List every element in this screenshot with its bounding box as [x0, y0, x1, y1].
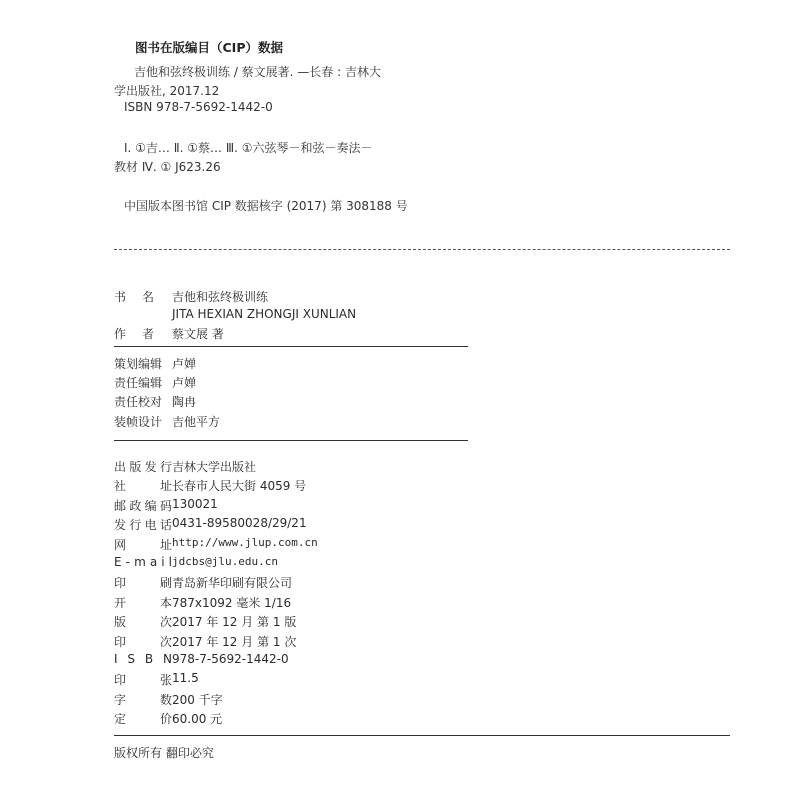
publication-value: 2017 年 12 月 第 1 版 [172, 615, 297, 630]
label-char: 址 [159, 537, 172, 552]
book-pinyin: JITA HEXIAN ZHONGJI XUNLIAN [172, 307, 357, 321]
label-char: 书 [114, 290, 127, 304]
publication-label [114, 594, 172, 611]
label-char: E [114, 555, 122, 569]
publication-value: 200 千字 [172, 692, 223, 707]
cip-line-3: ISBN 978-7-5692-1442-0 [124, 100, 273, 114]
divider-2 [114, 440, 468, 441]
label-char: 出 [114, 460, 127, 474]
editor-value: 陶冉 [172, 395, 197, 409]
publication-label [114, 477, 172, 494]
label-char: a [149, 555, 158, 569]
label-char: 址 [159, 479, 172, 494]
label-char: S [127, 652, 136, 666]
divider-1 [114, 346, 468, 347]
editor-label: 策划编辑 [114, 357, 163, 371]
label-char: 价 [159, 712, 172, 727]
cip-heading: 图书在版编目（CIP）数据 [135, 40, 283, 55]
label-char: 发 [114, 518, 127, 533]
label-char: 版 [114, 615, 127, 630]
label-char: m [134, 555, 146, 569]
publication-value: 60.00 元 [172, 712, 223, 727]
author-value: 蔡文展 著 [172, 327, 224, 341]
label-char: I [114, 652, 118, 666]
publication-label [114, 652, 172, 666]
editor-value: 吉他平方 [172, 415, 221, 429]
publication-label [114, 574, 172, 591]
label-char: 码 [159, 498, 172, 513]
label-char: 邮 [114, 498, 127, 513]
editor-value: 卢婵 [172, 376, 197, 390]
label-char: 行 [159, 460, 172, 474]
publication-value: 青岛新华印刷有限公司 [172, 576, 293, 591]
publication-label [114, 710, 172, 727]
label-char: i [161, 555, 165, 569]
cip-line-1: 吉他和弦终极训练 / 蔡文展著. —长春 : 吉林大 [134, 65, 381, 79]
label-char: 政 [129, 498, 142, 513]
editor-label: 责任校对 [114, 395, 163, 409]
publication-value: 长春市人民大街 4059 号 [172, 479, 307, 494]
label-char: 社 [114, 479, 127, 494]
label-char: 名 [141, 290, 154, 304]
label-char: 次 [159, 615, 172, 630]
label-char: 次 [159, 634, 172, 649]
label-char: 刷 [159, 576, 172, 591]
label-char: 电 [144, 518, 157, 533]
label-char: 定 [114, 712, 127, 727]
dashed-divider [114, 249, 730, 250]
label-char: l [168, 555, 172, 569]
publication-value[interactable]: jdcbs@jlu.edu.cn [172, 555, 278, 568]
book-title-value: 吉他和弦终极训练 [172, 290, 269, 304]
publication-label [114, 613, 172, 630]
label-char: 印 [114, 576, 127, 591]
label-char: 作 [114, 327, 127, 341]
editor-label: 责任编辑 [114, 376, 163, 390]
publication-label [114, 458, 172, 475]
label-char: 字 [114, 692, 127, 707]
label-char: 版 [129, 460, 142, 474]
label-char: 发 [144, 460, 157, 474]
publication-value: 787x1092 毫米 1/16 [172, 595, 292, 610]
publication-label [114, 497, 172, 514]
label-char: - [125, 555, 130, 569]
author-label [114, 325, 154, 342]
publication-label [114, 555, 172, 569]
publication-value: 吉林大学出版社 [172, 460, 257, 474]
copyright-notice: 版权所有 翻印必究 [114, 746, 214, 760]
label-char: 开 [114, 595, 127, 610]
publication-value: 11.5 [172, 671, 199, 686]
publication-label [114, 691, 172, 708]
cip-line-4: Ⅰ. ①吉… Ⅱ. ①蔡… Ⅲ. ①六弦琴－和弦－奏法－ [124, 141, 373, 155]
cip-line-2: 学出版社, 2017.12 [114, 84, 220, 98]
label-char: 印 [114, 634, 127, 649]
label-char: 本 [159, 595, 172, 610]
label-char: 行 [129, 518, 142, 533]
publication-label [114, 536, 172, 553]
book-title-label [114, 288, 154, 305]
editor-value: 卢婵 [172, 357, 197, 371]
publication-label [114, 671, 172, 688]
label-char: 网 [114, 537, 127, 552]
cip-line-5: 教材 Ⅳ. ① J623.26 [114, 160, 221, 174]
cip-line-6: 中国版本图书馆 CIP 数据核字 (2017) 第 308188 号 [124, 199, 408, 213]
publication-value: 2017 年 12 月 第 1 次 [172, 634, 297, 649]
publication-value: 978-7-5692-1442-0 [172, 652, 289, 666]
label-char: 话 [159, 518, 172, 533]
publication-value: 0431-89580028/29/21 [172, 516, 307, 531]
label-char: 者 [141, 327, 154, 341]
label-char: 数 [159, 692, 172, 707]
publication-label [114, 516, 172, 533]
label-char: B [144, 652, 154, 666]
label-char: 张 [159, 673, 172, 688]
publication-value[interactable]: http://www.jlup.com.cn [172, 535, 318, 549]
publication-label [114, 633, 172, 650]
label-char: N [162, 652, 172, 666]
label-char: 编 [144, 498, 157, 513]
publication-value: 130021 [172, 496, 218, 511]
divider-3 [114, 735, 730, 736]
editor-label: 装帧设计 [114, 415, 163, 429]
label-char: 印 [114, 673, 127, 688]
